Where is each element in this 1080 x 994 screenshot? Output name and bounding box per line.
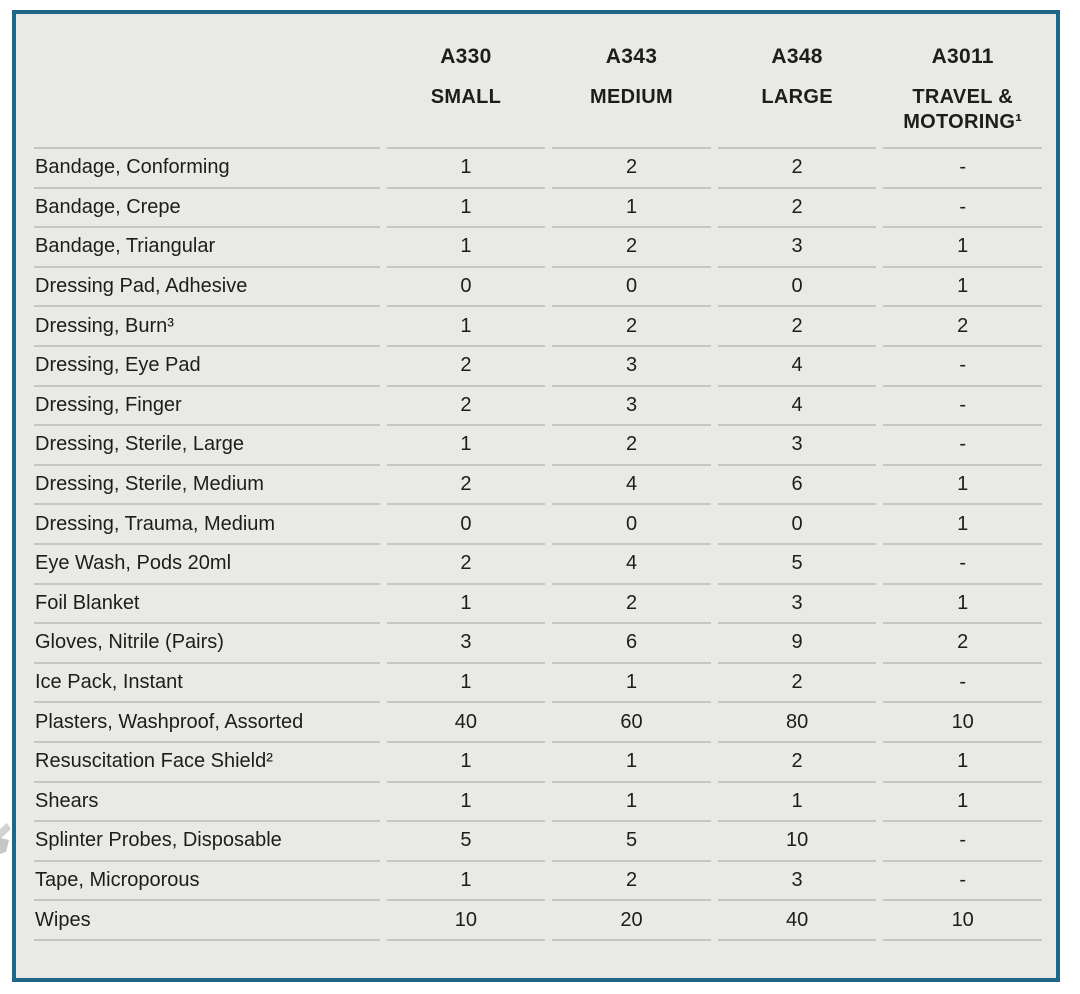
- qty-a348: 4: [718, 387, 877, 427]
- table-header: [34, 24, 1042, 149]
- item-name: Dressing Pad, Adhesive: [34, 268, 380, 308]
- qty-a330: 2: [387, 466, 546, 506]
- qty-a348: 2: [718, 307, 877, 347]
- qty-a3011: 1: [883, 743, 1042, 783]
- table-row: [34, 228, 1042, 268]
- item-name: Bandage, Crepe: [34, 189, 380, 229]
- kit-size-medium: MEDIUM: [590, 86, 673, 108]
- qty-a3011: -: [883, 822, 1042, 862]
- qty-a348: 2: [718, 664, 877, 704]
- qty-a343: 2: [552, 862, 711, 902]
- table-row: [34, 545, 1042, 585]
- qty-a3011: -: [883, 149, 1042, 189]
- kit-size-small: SMALL: [430, 86, 502, 108]
- qty-a330: 5: [387, 822, 546, 862]
- qty-a348: 0: [718, 505, 877, 545]
- item-name: Gloves, Nitrile (Pairs): [34, 624, 380, 664]
- qty-a343: 4: [552, 466, 711, 506]
- qty-a330: 0: [387, 505, 546, 545]
- qty-a3011: 1: [883, 466, 1042, 506]
- qty-a3011: -: [883, 347, 1042, 387]
- table-row: [34, 505, 1042, 545]
- qty-a3011: 10: [883, 703, 1042, 743]
- table-row: [34, 149, 1042, 189]
- qty-a343: 0: [552, 505, 711, 545]
- qty-a3011: -: [883, 862, 1042, 902]
- qty-a343: 5: [552, 822, 711, 862]
- qty-a3011: -: [883, 545, 1042, 585]
- qty-a343: 6: [552, 624, 711, 664]
- item-name: Wipes: [34, 901, 380, 941]
- qty-a3011: 10: [883, 901, 1042, 941]
- table-row: [34, 901, 1042, 941]
- kit-contents-table-card: [12, 10, 1060, 982]
- qty-a343: 2: [552, 426, 711, 466]
- kit-code-a348: A348: [771, 45, 823, 68]
- qty-a330: 1: [387, 228, 546, 268]
- qty-a330: 0: [387, 268, 546, 308]
- column-header-a330: [387, 24, 546, 149]
- qty-a330: 1: [387, 426, 546, 466]
- qty-a3011: 1: [883, 268, 1042, 308]
- qty-a343: 2: [552, 228, 711, 268]
- qty-a343: 3: [552, 347, 711, 387]
- qty-a3011: -: [883, 426, 1042, 466]
- item-column-header-empty: [34, 24, 380, 149]
- qty-a348: 3: [718, 862, 877, 902]
- qty-a348: 0: [718, 268, 877, 308]
- table-row: [34, 703, 1042, 743]
- qty-a3011: 1: [883, 228, 1042, 268]
- table-row: [34, 743, 1042, 783]
- qty-a3011: 1: [883, 585, 1042, 625]
- column-header-a343: [552, 24, 711, 149]
- qty-a348: 9: [718, 624, 877, 664]
- table-row: [34, 822, 1042, 862]
- qty-a330: 1: [387, 189, 546, 229]
- qty-a348: 40: [718, 901, 877, 941]
- qty-a3011: 1: [883, 783, 1042, 823]
- qty-a348: 3: [718, 585, 877, 625]
- qty-a348: 5: [718, 545, 877, 585]
- kit-size-travel-motoring: TRAVEL & MOTORING¹: [903, 86, 1023, 133]
- table-row: [34, 862, 1042, 902]
- qty-a330: 1: [387, 149, 546, 189]
- table-row: [34, 268, 1042, 308]
- column-header-a348: [718, 24, 877, 149]
- item-name: Dressing, Sterile, Large: [34, 426, 380, 466]
- item-name: Eye Wash, Pods 20ml: [34, 545, 380, 585]
- qty-a330: 1: [387, 783, 546, 823]
- qty-a343: 0: [552, 268, 711, 308]
- qty-a330: 10: [387, 901, 546, 941]
- item-name: Ice Pack, Instant: [34, 664, 380, 704]
- item-name: Foil Blanket: [34, 585, 380, 625]
- item-name: Tape, Microporous: [34, 862, 380, 902]
- qty-a330: 40: [387, 703, 546, 743]
- qty-a330: 2: [387, 347, 546, 387]
- qty-a3011: 2: [883, 307, 1042, 347]
- qty-a348: 3: [718, 426, 877, 466]
- item-name: Dressing, Eye Pad: [34, 347, 380, 387]
- qty-a343: 2: [552, 307, 711, 347]
- item-name: Shears: [34, 783, 380, 823]
- table-row: [34, 347, 1042, 387]
- qty-a348: 10: [718, 822, 877, 862]
- table-row: [34, 189, 1042, 229]
- qty-a3011: -: [883, 664, 1042, 704]
- qty-a3011: -: [883, 189, 1042, 229]
- qty-a343: 1: [552, 189, 711, 229]
- item-name: Bandage, Triangular: [34, 228, 380, 268]
- qty-a348: 2: [718, 189, 877, 229]
- qty-a330: 3: [387, 624, 546, 664]
- qty-a343: 20: [552, 901, 711, 941]
- qty-a348: 1: [718, 783, 877, 823]
- qty-a348: 4: [718, 347, 877, 387]
- table-row: [34, 783, 1042, 823]
- qty-a348: 80: [718, 703, 877, 743]
- kit-size-large: LARGE: [761, 86, 833, 108]
- qty-a330: 2: [387, 387, 546, 427]
- qty-a348: 2: [718, 149, 877, 189]
- qty-a343: 60: [552, 703, 711, 743]
- item-name: Dressing, Trauma, Medium: [34, 505, 380, 545]
- item-name: Plasters, Washproof, Assorted: [34, 703, 380, 743]
- qty-a3011: 1: [883, 505, 1042, 545]
- qty-a330: 1: [387, 743, 546, 783]
- item-name: Dressing, Finger: [34, 387, 380, 427]
- item-name: Dressing, Sterile, Medium: [34, 466, 380, 506]
- item-name: Bandage, Conforming: [34, 149, 380, 189]
- table-body: [34, 149, 1042, 941]
- qty-a343: 1: [552, 743, 711, 783]
- qty-a343: 3: [552, 387, 711, 427]
- qty-a348: 6: [718, 466, 877, 506]
- table-row: [34, 624, 1042, 664]
- qty-a330: 1: [387, 862, 546, 902]
- qty-a3011: 2: [883, 624, 1042, 664]
- item-name: Splinter Probes, Disposable: [34, 822, 380, 862]
- kit-code-a343: A343: [605, 45, 658, 68]
- qty-a343: 4: [552, 545, 711, 585]
- qty-a348: 2: [718, 743, 877, 783]
- kit-contents-table: [27, 24, 1049, 941]
- table-row: [34, 466, 1042, 506]
- qty-a330: 1: [387, 664, 546, 704]
- table-row: [34, 307, 1042, 347]
- qty-a348: 3: [718, 228, 877, 268]
- qty-a343: 2: [552, 585, 711, 625]
- qty-a3011: -: [883, 387, 1042, 427]
- qty-a343: 1: [552, 664, 711, 704]
- qty-a330: 1: [387, 307, 546, 347]
- qty-a343: 1: [552, 783, 711, 823]
- item-name: Dressing, Burn³: [34, 307, 380, 347]
- column-header-a3011: [883, 24, 1042, 149]
- qty-a343: 2: [552, 149, 711, 189]
- table-row: [34, 387, 1042, 427]
- kit-code-a3011: A3011: [931, 45, 994, 68]
- table-row: [34, 664, 1042, 704]
- item-name: Resuscitation Face Shield²: [34, 743, 380, 783]
- kit-code-a330: A330: [440, 45, 492, 68]
- header-row: [34, 24, 1042, 149]
- table-row: [34, 585, 1042, 625]
- qty-a330: 2: [387, 545, 546, 585]
- qty-a330: 1: [387, 585, 546, 625]
- table-row: [34, 426, 1042, 466]
